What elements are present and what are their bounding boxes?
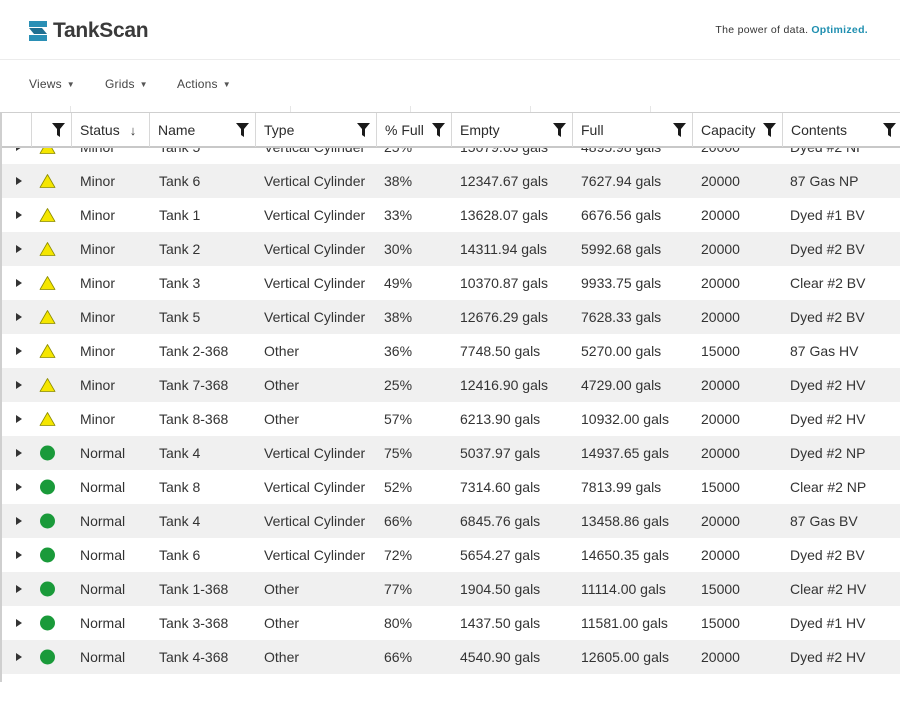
cell-contents: Clear #2 HV: [790, 581, 867, 597]
cell-contents: Dyed #1 BV: [790, 207, 865, 223]
cell-status: Minor: [80, 173, 116, 189]
expand-column-header: [2, 113, 32, 147]
tankscan-logo-icon: [29, 21, 47, 41]
cell-status: Minor: [80, 343, 116, 359]
cell-name: Tank 3: [159, 275, 201, 291]
cell-status: Normal: [80, 581, 126, 597]
cell-name: Tank 2-368: [159, 343, 229, 359]
cell-status: Normal: [80, 615, 126, 631]
actions-menu-label: Actions: [177, 77, 218, 91]
cell-pct: 30%: [384, 241, 413, 257]
column-header-percent-full-label: % Full: [385, 122, 424, 138]
cell-full: 7628.33 gals: [581, 309, 662, 325]
filter-icon[interactable]: [553, 123, 566, 137]
cell-status: Minor: [80, 309, 116, 325]
expand-row-icon[interactable]: [16, 619, 22, 627]
cell-capacity: 20000: [701, 649, 740, 665]
cell-full: 14650.35 gals: [581, 547, 669, 563]
warning-triangle-icon: [39, 377, 56, 393]
cell-name: Tank 4-368: [159, 649, 229, 665]
cell-status: Minor: [80, 207, 116, 223]
grids-menu-label: Grids: [105, 77, 135, 91]
status-dot-icon: [39, 479, 56, 495]
cell-contents: Dyed #1 HV: [790, 615, 866, 631]
filter-icon[interactable]: [883, 123, 896, 137]
cell-pct: 77%: [384, 581, 413, 597]
grids-menu-button[interactable]: [105, 77, 148, 91]
cell-capacity: 20000: [701, 241, 740, 257]
tagline-text: The power of data.: [715, 24, 809, 36]
cell-pct: 36%: [384, 343, 413, 359]
column-header-contents[interactable]: [783, 113, 900, 147]
cell-status: Normal: [80, 513, 126, 529]
column-header-name-label: Name: [158, 122, 196, 138]
views-menu-label: Views: [29, 77, 62, 91]
cell-name: Tank 3-368: [159, 615, 229, 631]
cell-status: Normal: [80, 649, 126, 665]
column-header-empty[interactable]: [452, 113, 573, 147]
sort-descending-icon[interactable]: ↓: [129, 122, 137, 138]
status-dot-icon: [39, 513, 56, 529]
cell-pct: 80%: [384, 615, 413, 631]
cell-capacity: 15000: [701, 343, 740, 359]
tank-grid: [0, 112, 900, 682]
cell-type: Vertical Cylinder: [264, 173, 366, 189]
cell-pct: 25%: [384, 377, 413, 393]
expand-row-icon[interactable]: [16, 653, 22, 661]
cell-empty: 14311.94 gals: [460, 241, 547, 257]
cell-type: Other: [264, 581, 300, 597]
cell-capacity: 20000: [701, 513, 740, 529]
table-row[interactable]: [2, 504, 900, 538]
cell-contents: Clear #2 NP: [790, 479, 867, 495]
cell-full: 11114.00 gals: [581, 581, 666, 597]
status-dot-icon: [39, 445, 56, 461]
cell-capacity: 20000: [701, 207, 740, 223]
cell-capacity: 20000: [701, 309, 740, 325]
cell-capacity: 20000: [701, 377, 740, 393]
cell-contents: Dyed #2 BV: [790, 309, 865, 325]
table-row[interactable]: [2, 300, 900, 334]
cell-pct: 33%: [384, 207, 413, 223]
cell-name: Tank 8: [159, 479, 201, 495]
expand-row-icon[interactable]: [16, 415, 22, 423]
cell-type: Other: [264, 615, 300, 631]
cell-name: Tank 5: [159, 309, 201, 325]
table-row[interactable]: [2, 470, 900, 504]
table-row[interactable]: [2, 266, 900, 300]
cell-capacity: 20000: [701, 547, 740, 563]
expand-row-icon[interactable]: [16, 177, 22, 185]
cell-name: Tank 2: [159, 241, 201, 257]
expand-row-icon[interactable]: [16, 245, 22, 253]
cell-empty: 12347.67 gals: [460, 173, 548, 189]
status-dot-icon: [39, 615, 56, 631]
toolbar: [0, 60, 900, 108]
cell-contents: 87 Gas HV: [790, 343, 859, 359]
cell-type: Vertical Cylinder: [264, 275, 366, 291]
cell-full: 6676.56 gals: [581, 207, 662, 223]
expand-row-icon[interactable]: [16, 313, 22, 321]
warning-triangle-icon: [39, 207, 56, 223]
cell-empty: 6845.76 gals: [460, 513, 541, 529]
cell-full: 4729.00 gals: [581, 377, 662, 393]
cell-capacity: 20000: [701, 275, 740, 291]
tankscan-logo[interactable]: [29, 19, 148, 43]
warning-triangle-icon: [39, 309, 56, 325]
table-row[interactable]: [2, 164, 900, 198]
cell-contents: Dyed #2 HV: [790, 411, 866, 427]
cell-empty: 12676.29 gals: [460, 309, 548, 325]
tagline-accent: Optimized.: [811, 24, 868, 36]
table-row[interactable]: [2, 606, 900, 640]
cell-full: 5992.68 gals: [581, 241, 662, 257]
expand-row-icon[interactable]: [16, 449, 22, 457]
column-header-name[interactable]: [150, 113, 256, 147]
status-dot-icon: [39, 649, 56, 665]
expand-row-icon[interactable]: [16, 211, 22, 219]
cell-empty: 7314.60 gals: [460, 479, 541, 495]
chevron-down-icon: ▼: [66, 79, 75, 89]
cell-capacity: 20000: [701, 411, 740, 427]
status-dot-icon: [39, 547, 56, 563]
column-header-percent-full[interactable]: [377, 113, 452, 147]
actions-menu-button[interactable]: [177, 77, 231, 91]
cell-name: Tank 1-368: [159, 581, 229, 597]
cell-status: Minor: [80, 377, 116, 393]
expand-row-icon[interactable]: [16, 551, 22, 559]
column-header-full[interactable]: [573, 113, 693, 147]
expand-row-icon[interactable]: [16, 279, 22, 287]
cell-empty: 13628.07 gals: [460, 207, 548, 223]
brand-name: TankScan: [53, 19, 149, 42]
cell-capacity: 15000: [701, 615, 740, 631]
table-row[interactable]: [2, 538, 900, 572]
expand-row-icon[interactable]: [16, 381, 22, 389]
cell-pct: 72%: [384, 547, 413, 563]
cell-full: 9933.75 gals: [581, 275, 662, 291]
expand-row-icon[interactable]: [16, 517, 22, 525]
cell-contents: Dyed #2 HV: [790, 377, 866, 393]
cell-full: 7627.94 gals: [581, 173, 662, 189]
filter-icon[interactable]: [432, 123, 445, 137]
cell-name: Tank 4: [159, 513, 201, 529]
views-menu-button[interactable]: [29, 77, 75, 91]
warning-triangle-icon: [39, 411, 56, 427]
column-header-empty-label: Empty: [460, 122, 500, 138]
table-row[interactable]: [2, 640, 900, 674]
cell-name: Tank 4: [159, 445, 201, 461]
cell-contents: 87 Gas BV: [790, 513, 858, 529]
filter-icon[interactable]: [673, 123, 686, 137]
warning-triangle-icon: [39, 343, 56, 359]
expand-row-icon[interactable]: [16, 483, 22, 491]
expand-row-icon[interactable]: [16, 585, 22, 593]
column-header-capacity[interactable]: [693, 113, 783, 147]
cell-pct: 38%: [384, 309, 413, 325]
cell-name: Tank 6: [159, 547, 201, 563]
cell-type: Vertical Cylinder: [264, 479, 366, 495]
filter-icon[interactable]: [763, 123, 776, 137]
cell-pct: 52%: [384, 479, 413, 495]
table-row[interactable]: [2, 402, 900, 436]
cell-status: Minor: [80, 241, 116, 257]
cell-full: 10932.00 gals: [581, 411, 669, 427]
warning-triangle-icon: [39, 173, 56, 189]
cell-type: Vertical Cylinder: [264, 241, 366, 257]
cell-full: 7813.99 gals: [581, 479, 662, 495]
cell-status: Normal: [80, 445, 126, 461]
filter-icon[interactable]: [357, 123, 370, 137]
cell-name: Tank 7-368: [159, 377, 229, 393]
cell-type: Other: [264, 411, 300, 427]
cell-type: Other: [264, 649, 300, 665]
filter-icon[interactable]: [52, 123, 65, 137]
cell-full: 11581.00 gals: [581, 615, 668, 631]
cell-empty: 6213.90 gals: [460, 411, 541, 427]
cell-status: Minor: [80, 411, 116, 427]
cell-pct: 75%: [384, 445, 413, 461]
cell-contents: Dyed #2 NP: [790, 445, 866, 461]
cell-full: 12605.00 gals: [581, 649, 669, 665]
cell-full: 14937.65 gals: [581, 445, 669, 461]
cell-type: Vertical Cylinder: [264, 513, 366, 529]
cell-empty: 12416.90 gals: [460, 377, 548, 393]
tagline: [715, 24, 868, 36]
table-row[interactable]: [2, 436, 900, 470]
cell-empty: 5037.97 gals: [460, 445, 541, 461]
cell-capacity: 15000: [701, 581, 740, 597]
cell-status: Normal: [80, 479, 126, 495]
cell-name: Tank 6: [159, 173, 201, 189]
cell-name: Tank 8-368: [159, 411, 229, 427]
table-row[interactable]: [2, 334, 900, 368]
chevron-down-icon: ▼: [222, 79, 231, 89]
column-header-contents-label: Contents: [791, 122, 848, 138]
filter-icon[interactable]: [236, 123, 249, 137]
cell-contents: Clear #2 BV: [790, 275, 866, 291]
grid-header: [2, 112, 900, 148]
cell-type: Vertical Cylinder: [264, 445, 366, 461]
cell-empty: 7748.50 gals: [460, 343, 541, 359]
cell-status: Normal: [80, 547, 126, 563]
column-header-status[interactable]: [72, 113, 150, 147]
column-header-status-label: Status: [80, 122, 120, 138]
app-header: [0, 0, 900, 60]
cell-pct: 57%: [384, 411, 413, 427]
cell-empty: 1904.50 gals: [460, 581, 541, 597]
status-dot-icon: [39, 581, 56, 597]
column-header-type[interactable]: [256, 113, 377, 147]
cell-type: Vertical Cylinder: [264, 207, 366, 223]
cell-status: Minor: [80, 275, 116, 291]
cell-contents: Dyed #2 BV: [790, 241, 865, 257]
cell-type: Vertical Cylinder: [264, 547, 366, 563]
cell-full: 13458.86 gals: [581, 513, 669, 529]
cell-pct: 66%: [384, 513, 413, 529]
cell-empty: 10370.87 gals: [460, 275, 548, 291]
cell-empty: 5654.27 gals: [460, 547, 541, 563]
cell-type: Vertical Cylinder: [264, 309, 366, 325]
cell-full: 5270.00 gals: [581, 343, 662, 359]
status-icon-column-header: [32, 113, 72, 147]
cell-name: Tank 1: [159, 207, 201, 223]
cell-empty: 4540.90 gals: [460, 649, 541, 665]
cell-type: Other: [264, 377, 300, 393]
table-row[interactable]: [2, 232, 900, 266]
cell-type: Other: [264, 343, 300, 359]
warning-triangle-icon: [39, 241, 56, 257]
chevron-down-icon: ▼: [139, 79, 148, 89]
expand-row-icon[interactable]: [16, 347, 22, 355]
cell-empty: 1437.50 gals: [460, 615, 541, 631]
cell-contents: Dyed #2 HV: [790, 649, 866, 665]
cell-capacity: 20000: [701, 173, 740, 189]
table-row[interactable]: [2, 198, 900, 232]
cell-pct: 49%: [384, 275, 413, 291]
cell-contents: 87 Gas NP: [790, 173, 859, 189]
column-header-capacity-label: Capacity: [701, 122, 756, 138]
cell-capacity: 15000: [701, 479, 740, 495]
cell-pct: 66%: [384, 649, 413, 665]
table-row[interactable]: [2, 572, 900, 606]
warning-triangle-icon: [39, 275, 56, 291]
column-header-type-label: Type: [264, 122, 295, 138]
table-row[interactable]: [2, 368, 900, 402]
cell-pct: 38%: [384, 173, 413, 189]
column-header-full-label: Full: [581, 122, 604, 138]
cell-capacity: 20000: [701, 445, 740, 461]
cell-contents: Dyed #2 BV: [790, 547, 865, 563]
